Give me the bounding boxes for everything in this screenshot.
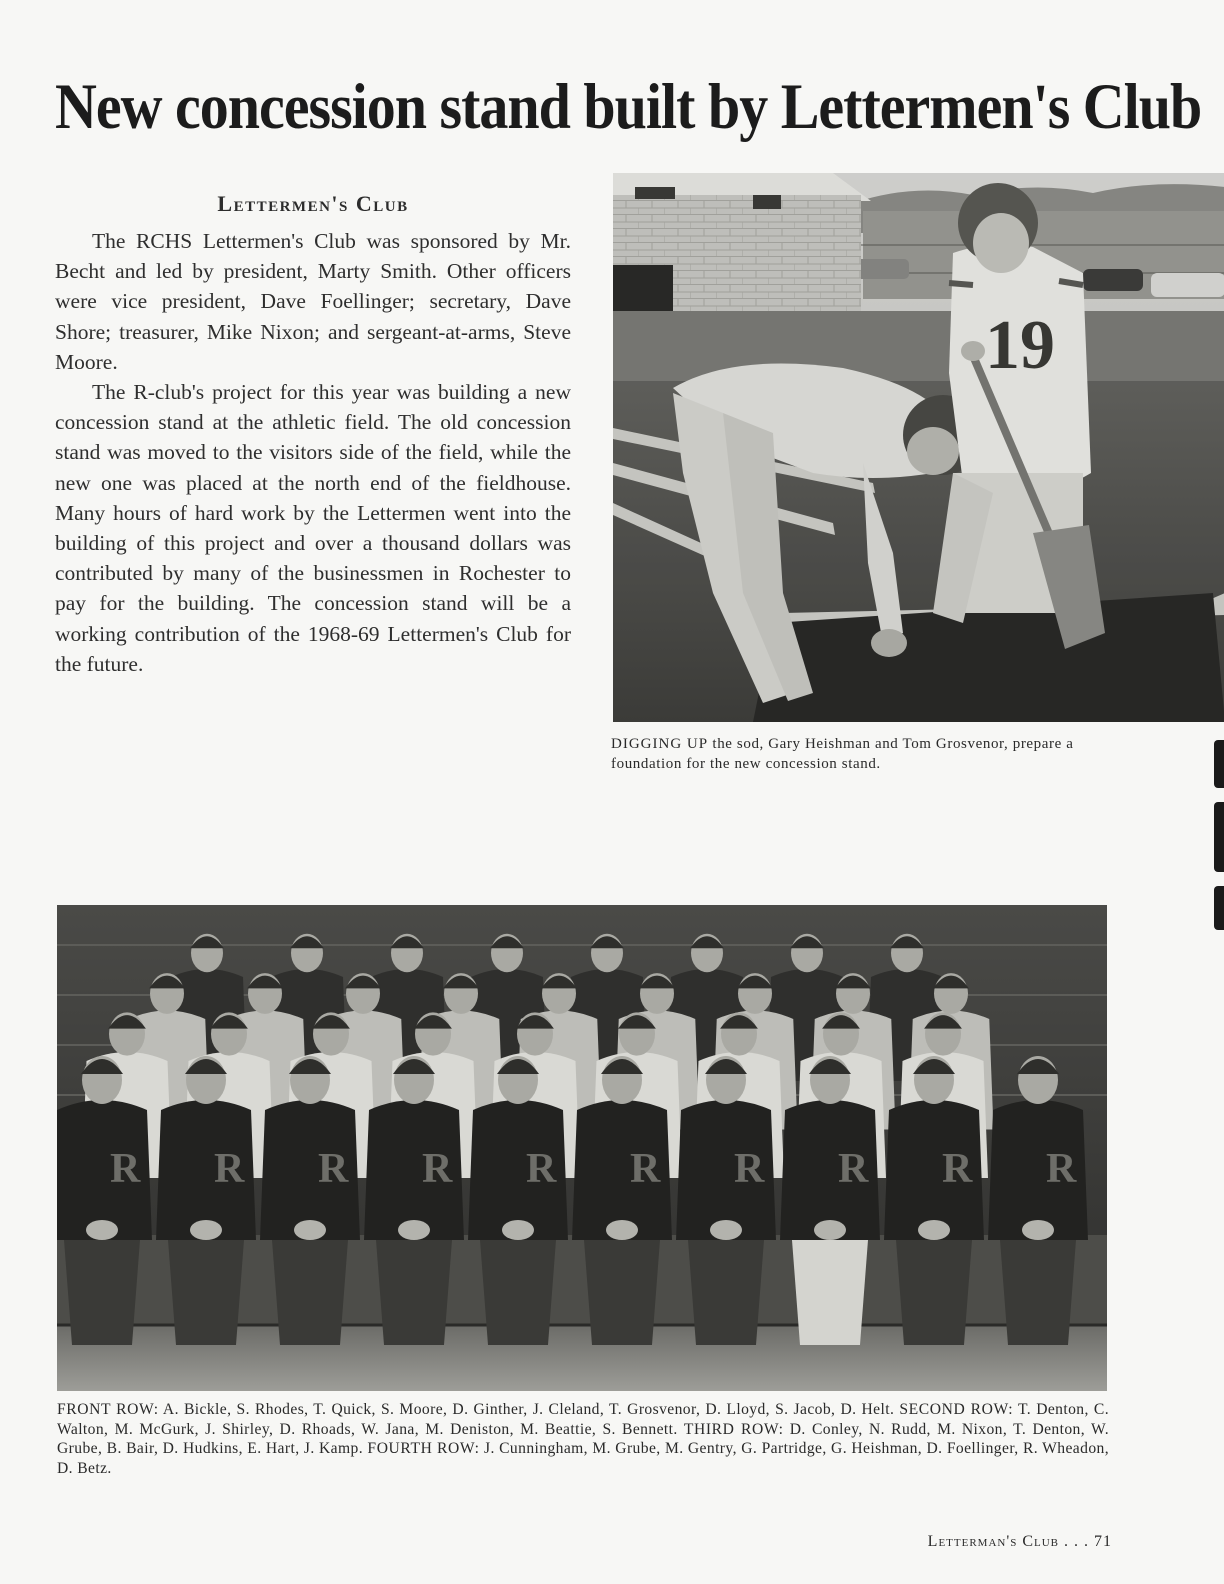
caption-front-row-label: FRONT ROW: — [57, 1401, 159, 1418]
edge-tab — [1214, 740, 1224, 788]
article — [55, 190, 571, 679]
jacket-letter: R — [838, 1146, 869, 1192]
edge-tab — [1214, 886, 1224, 930]
group-member-legs — [896, 1240, 972, 1345]
caption-lead: DIGGING UP — [611, 736, 709, 752]
group-member-legs — [64, 1240, 140, 1345]
footer-separator: . . . — [1059, 1533, 1094, 1550]
page-edge-tabs — [1210, 740, 1224, 940]
caption-second-row-names: T. Denton, C. Walton, M. McGurk, J. Shirley, D. Rhoads, W. Jana, M. Deniston, M. Beattie, S. Bennett. — [57, 1401, 1110, 1438]
group-member-legs — [480, 1240, 556, 1345]
group-member-hands — [502, 1220, 534, 1240]
group-member-legs — [376, 1240, 452, 1345]
photo-club-group-caption — [57, 1400, 1109, 1478]
group-member-legs — [584, 1240, 660, 1345]
jacket-letter: R — [318, 1146, 349, 1192]
group-member-legs — [1000, 1240, 1076, 1345]
page-title: New concession stand built by Lettermen's Club — [55, 69, 1202, 143]
group-member-hands — [86, 1220, 118, 1240]
footer-section-name: Letterman's Club — [927, 1533, 1059, 1550]
caption-fourth-row-label: FOURTH ROW: — [367, 1440, 480, 1457]
group-member-legs — [168, 1240, 244, 1345]
caption-second-row-label: SECOND ROW: — [899, 1401, 1014, 1418]
jacket-letter: R — [734, 1146, 765, 1192]
page-footer — [928, 1533, 1112, 1551]
caption-third-row-label: THIRD ROW: — [683, 1420, 784, 1438]
group-member-hands — [190, 1220, 222, 1240]
group-member-legs — [688, 1240, 764, 1345]
edge-tab — [1214, 802, 1224, 872]
group-member-hands — [1022, 1220, 1054, 1240]
jacket-letter: R — [422, 1146, 453, 1192]
article-paragraph-1: The RCHS Lettermen's Club was sponsored by Mr. Becht and led by president, Marty Smith. Other officers were vice president, Dave Foellinger; secretary, Dave Shore; treasurer, Mike Nixon; and sergeant-at-arms, Steve Moore. — [55, 229, 571, 374]
section-heading: Lettermen's Club — [217, 191, 409, 216]
caption-third-row-names: D. Conley, N. Rudd, M. Nixon, T. Denton, W. Grube, B. Bair, D. Hudkins, E. Hart, J. Kamp. — [57, 1420, 1109, 1457]
photo-club-group-image — [57, 905, 1107, 1391]
caption-fourth-row-names: J. Cunningham, M. Grube, M. Gentry, G. Partridge, G. Heishman, D. Foellinger, R. Wheadon, D. Betz. — [57, 1440, 1110, 1477]
photo-digging-sod — [613, 173, 1224, 722]
jacket-letter: R — [942, 1146, 973, 1192]
article-paragraph-2: The R-club's project for this year was building a new concession stand at the athletic field. The old concession stand was moved to the visitors side of the field, while the new one was placed at the north end of the fieldhouse. Many hours of hard work by the Lettermen went into the building of this project and over a thousand dollars was contributed by many of the businessmen in Rochester to pay for the building. The concession stand will be a working contribution of the 1968-69 Lettermen's Club for the future. — [55, 380, 571, 676]
page-number: 71 — [1094, 1533, 1112, 1550]
jacket-letter: R — [526, 1146, 557, 1192]
photo-digging-sod-caption — [611, 734, 1111, 774]
jacket-letter: R — [214, 1146, 245, 1192]
photo-digging-sod-image — [613, 173, 1224, 722]
jersey-number: 19 — [985, 307, 1055, 384]
jacket-letter: R — [110, 1146, 141, 1192]
jacket-letter: R — [630, 1146, 661, 1192]
group-member-hands — [606, 1220, 638, 1240]
group-member-legs — [792, 1240, 868, 1345]
group-member-hands — [294, 1220, 326, 1240]
group-member-hands — [918, 1220, 950, 1240]
photo-club-group — [57, 905, 1107, 1391]
group-member-hands — [398, 1220, 430, 1240]
group-member-hands — [710, 1220, 742, 1240]
jacket-letter: R — [1046, 1146, 1077, 1192]
group-member-hands — [814, 1220, 846, 1240]
caption-rest: the sod, Gary Heishman and Tom Grosvenor, prepare a foundation for the new concession stand. — [611, 736, 1074, 772]
caption-front-row-names: A. Bickle, S. Rhodes, T. Quick, S. Moore, D. Ginther, J. Cleland, T. Grosvenor, D. Lloyd, S. Jacob, D. Helt. — [158, 1401, 900, 1418]
group-member-legs — [272, 1240, 348, 1345]
